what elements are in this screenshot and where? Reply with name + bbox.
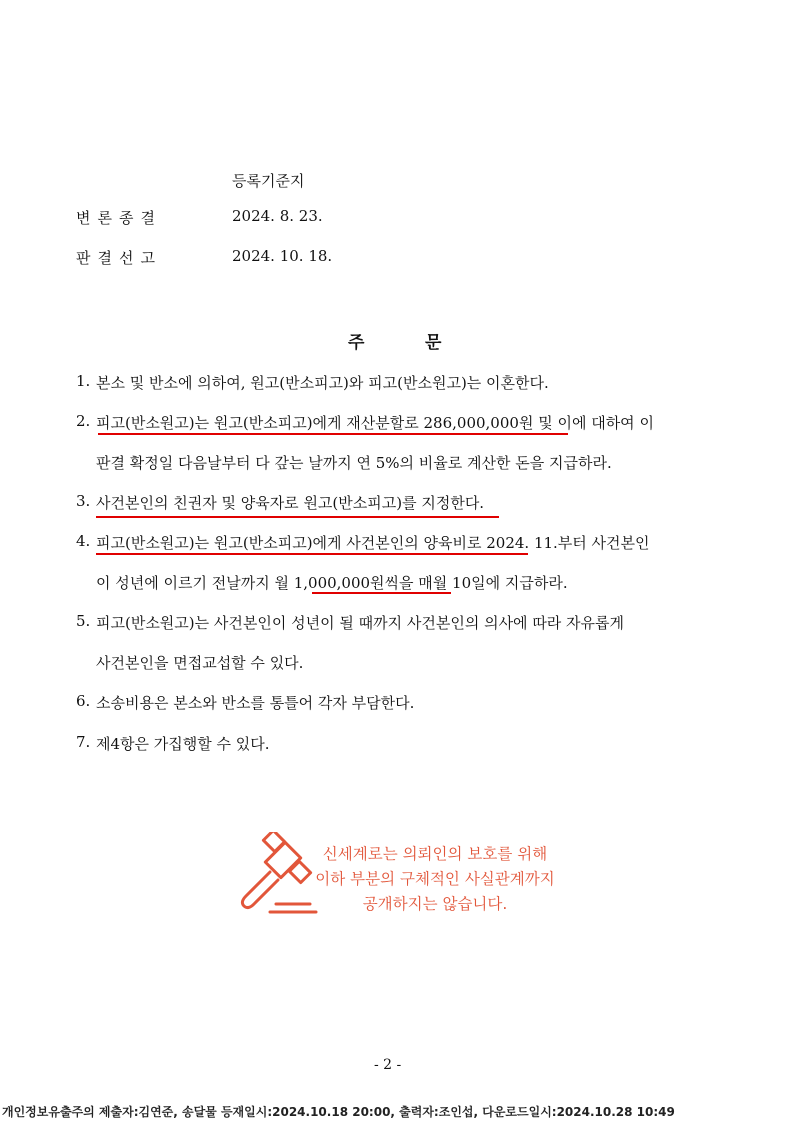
item-2-line-2: 판결 확정일 다음날부터 다 갚는 날까지 연 5%의 비율로 계산한 돈을 지급하라. bbox=[96, 454, 612, 472]
order-title-right: 문 bbox=[425, 333, 442, 353]
item-1-number: 1. bbox=[76, 372, 91, 390]
item-6-line-1: 소송비용은 본소와 반소를 통틀어 각자 부담한다. bbox=[96, 694, 415, 712]
registry-label: 등록기준지 bbox=[232, 172, 305, 190]
notice-line-3: 공개하지는 않습니다. bbox=[362, 895, 508, 913]
page-number: - 2 - bbox=[374, 1057, 402, 1073]
item-5-line-1: 피고(반소원고)는 사건본인이 성년이 될 때까지 사건본인의 의사에 따라 자유롭게 bbox=[96, 614, 625, 632]
closing-date-value: 2024. 8. 23. bbox=[232, 207, 323, 225]
item-7-number: 7. bbox=[76, 733, 91, 751]
item-4-line-2: 이 성년에 이르기 전날까지 월 1,000,000원씩을 매월 10일에 지급하라. bbox=[96, 574, 568, 592]
order-title-left: 주 bbox=[348, 333, 365, 353]
item-2-line-1: 피고(반소원고)는 원고(반소피고)에게 재산분할로 286,000,000원 및 이에 대하여 이 bbox=[96, 414, 654, 432]
notice-line-2: 이하 부분의 구체적인 사실관계까지 bbox=[315, 870, 555, 888]
item-5-line-2: 사건본인을 면접교섭할 수 있다. bbox=[96, 654, 304, 672]
underline-monthly-amount bbox=[312, 592, 451, 594]
item-6-number: 6. bbox=[76, 692, 91, 710]
item-3-line-1: 사건본인의 친권자 및 양육자로 원고(반소피고)를 지정한다. bbox=[96, 494, 485, 512]
footer-print-info: 개인정보유출주의 제출자:김연준, 송달물 등재일시:2024.10.18 20:00, 출력자:조인섭, 다운로드일시:2024.10.28 10:49 bbox=[2, 1105, 675, 1119]
item-5-number: 5. bbox=[76, 612, 91, 630]
item-3-number: 3. bbox=[76, 492, 91, 510]
underline-property-division bbox=[98, 433, 568, 435]
item-7-line-1: 제4항은 가집행할 수 있다. bbox=[96, 735, 270, 753]
item-2-number: 2. bbox=[76, 412, 91, 430]
closing-date-label: 변론종결 bbox=[76, 209, 162, 227]
verdict-date-label: 판결선고 bbox=[76, 249, 162, 267]
underline-custody bbox=[96, 516, 499, 518]
verdict-date-value: 2024. 10. 18. bbox=[232, 247, 333, 265]
item-4-line-1: 피고(반소원고)는 원고(반소피고)에게 사건본인의 양육비로 2024. 11.부터 사건본인 bbox=[96, 534, 650, 552]
notice-line-1: 신세계로는 의뢰인의 보호를 위해 bbox=[322, 845, 548, 863]
item-1-line-1: 본소 및 반소에 의하여, 원고(반소피고)와 피고(반소원고)는 이혼한다. bbox=[96, 374, 549, 392]
item-4-number: 4. bbox=[76, 532, 91, 550]
underline-child-support bbox=[96, 553, 528, 555]
